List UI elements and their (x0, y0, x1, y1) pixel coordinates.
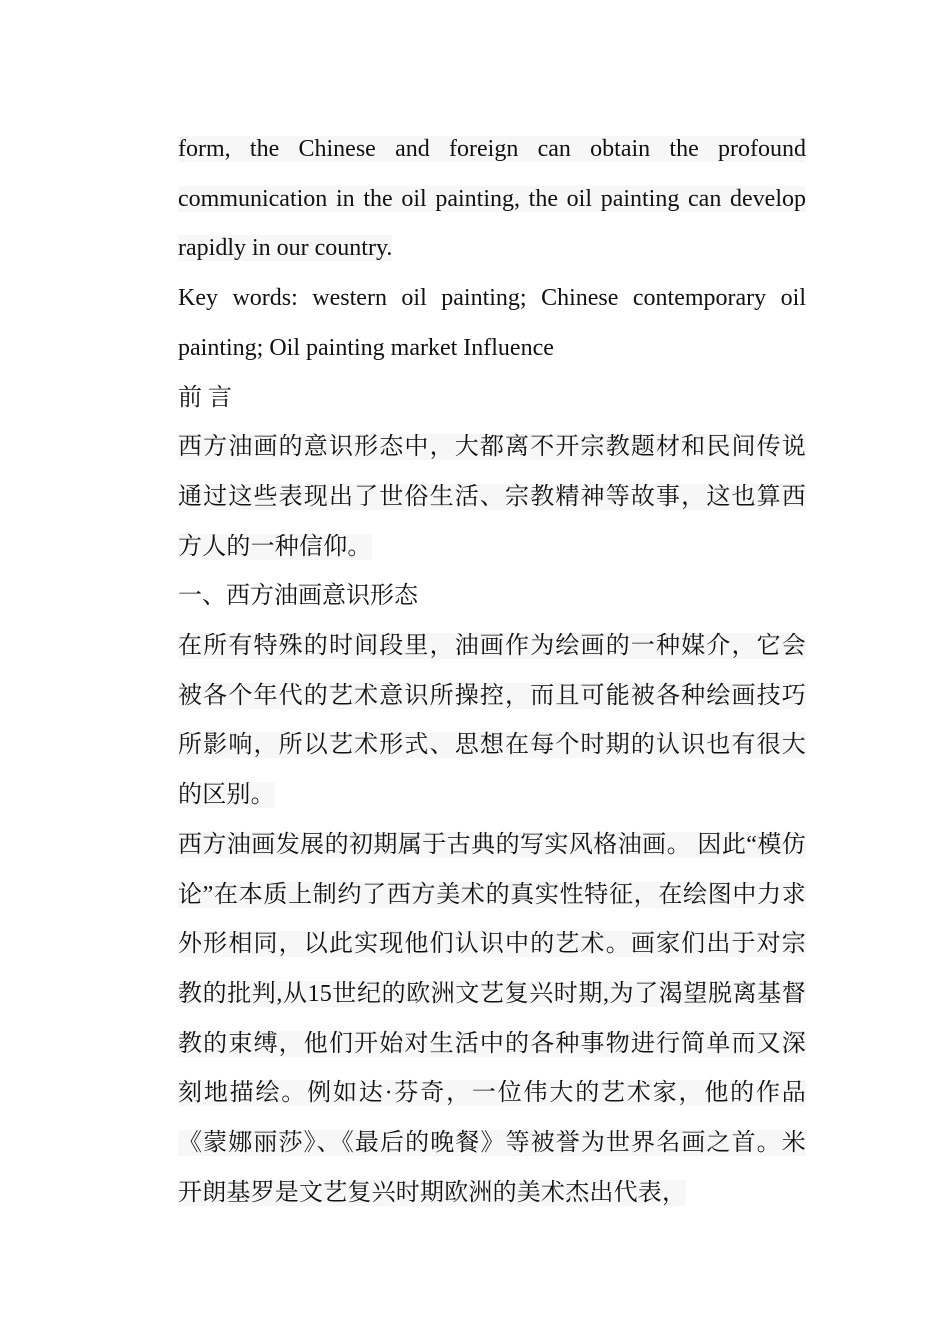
section1-heading: 一、西方油画意识形态 (178, 583, 418, 610)
abstract-tail-paragraph (178, 125, 806, 274)
keywords-paragraph (178, 274, 806, 373)
foreword-text: 西方油画的意识形态中，大都离不开宗教题材和民间传说通过这些表现出了世俗生活、宗教精神等故事，这也算西方人的一种信仰。 (178, 434, 806, 560)
document-body (178, 125, 806, 1218)
section1-paragraph-1 (178, 622, 806, 821)
foreword-heading: 前 言 (178, 384, 232, 411)
abstract-tail-text: form, the Chinese and foreign can obtain the profound communication in the oil painting, the oil painting can develop rapidly in our country. (178, 136, 806, 262)
section1-paragraph-2-text: 西方油画发展的初期属于古典的写实风格油画。 因此“模仿论”在本质上制约了西方美术的真实性特征，在绘图中力求外形相同，以此实现他们认识中的艺术。画家们出于对宗教的批判,从15世纪的欧洲文艺复兴时期,为了渴望脱离基督教的束缚，他们开始对生活中的各种事物进行简单而又深刻地描绘。例如达·芬奇，一位伟大的艺术家，他的作品《蒙娜丽莎》、《最后的晚餐》等被誉为世界名画之首。米开朗基罗是文艺复兴时期欧洲的美术杰出代表， (178, 831, 806, 1206)
keywords-text: Key words: western oil painting; Chinese contemporary oil painting; Oil painting market Influence (178, 285, 806, 361)
section1-paragraph-1-text: 在所有特殊的时间段里，油画作为绘画的一种媒介，它会被各个年代的艺术意识所操控，而且可能被各种绘画技巧所影响，所以艺术形式、思想在每个时期的认识也有很大的区别。 (178, 633, 806, 809)
foreword-paragraph (178, 423, 806, 572)
section1-paragraph-2 (178, 821, 806, 1219)
